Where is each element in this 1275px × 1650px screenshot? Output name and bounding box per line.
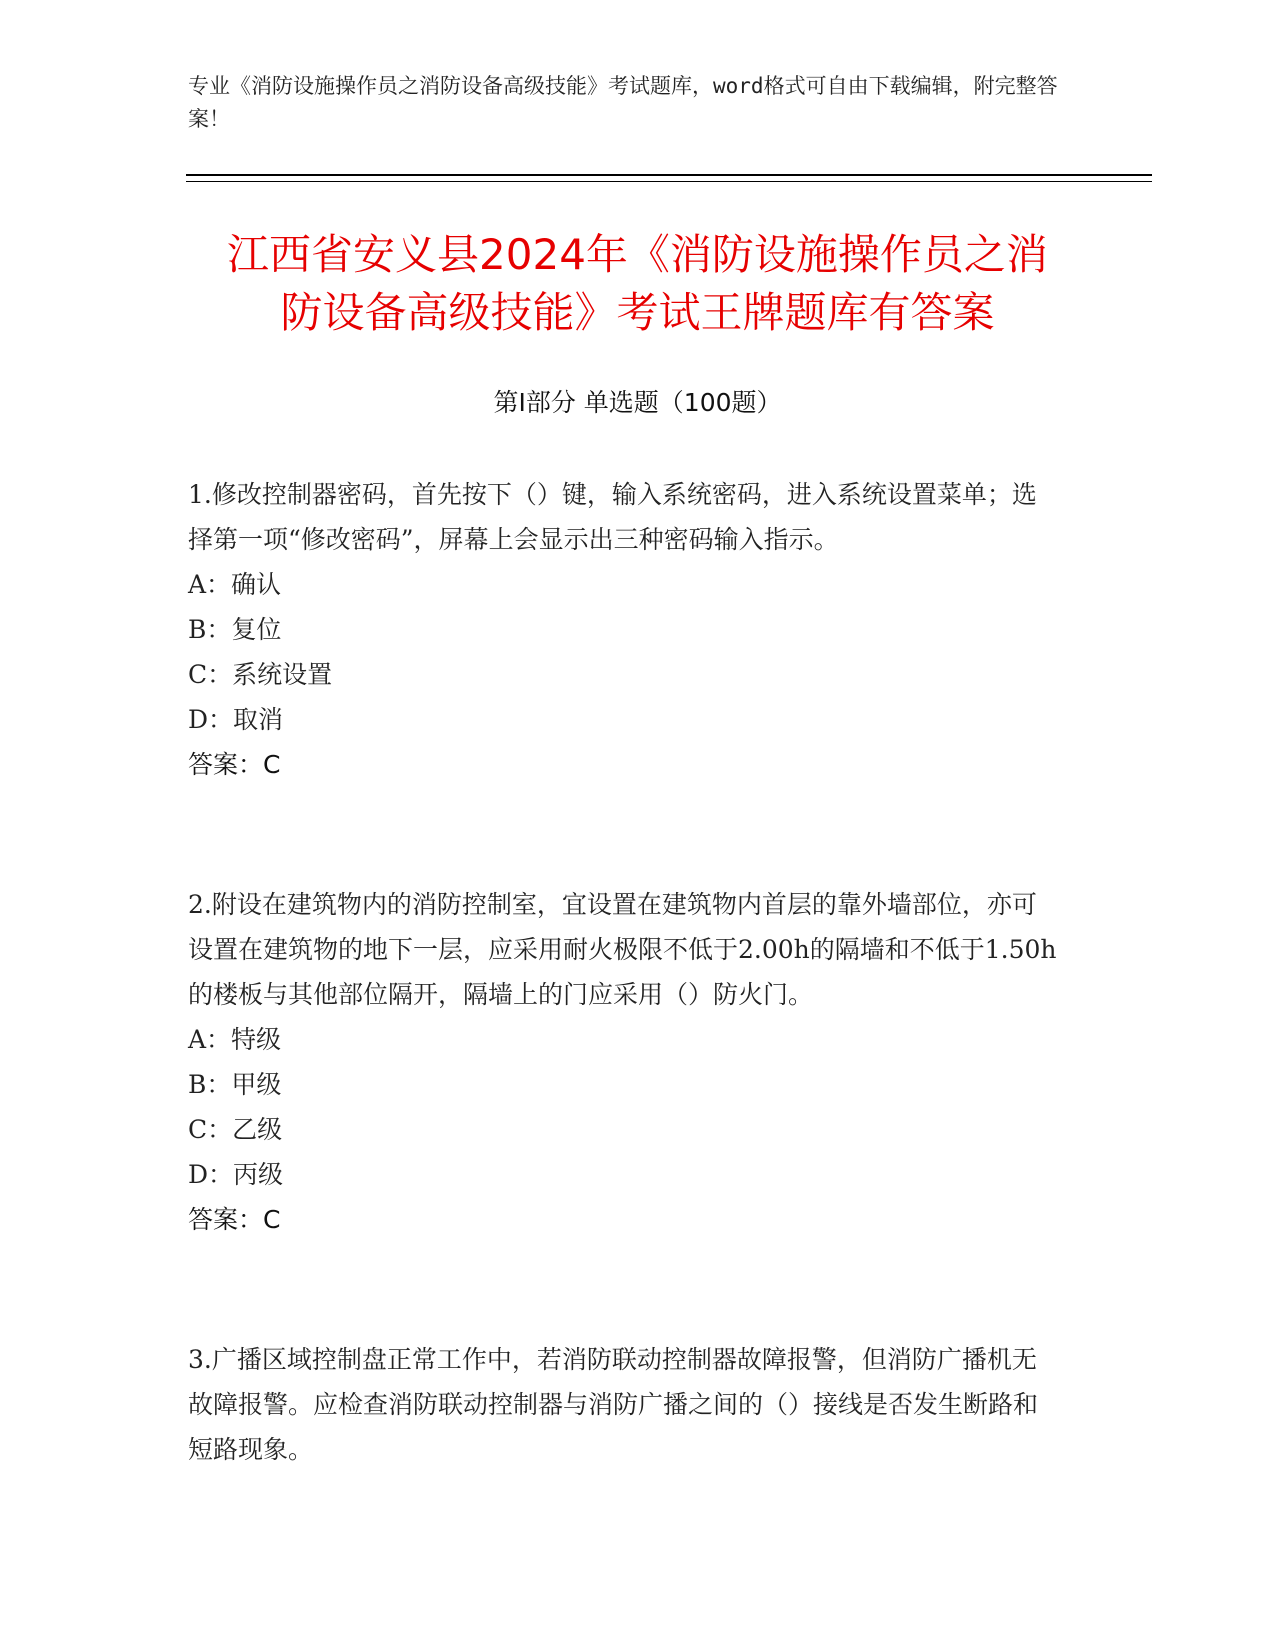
question-stem: 3.广播区域控制盘正常工作中，若消防联动控制器故障报警，但消防广播机无故障报警。应检查消防联动控制器与消防广播之间的（）接线是否发生断路和短路现象。 [188,1345,1039,1464]
option-d: D：取消 [188,705,284,734]
document-title-line-1: 江西省安义县2024年《消防设施操作员之消 [227,230,1048,279]
question-3 [188,1337,1058,1472]
header-divider-thick [186,174,1152,176]
question-stem: 2.附设在建筑物内的消防控制室，宜设置在建筑物内首层的靠外墙部位，亦可设置在建筑物的地下一层，应采用耐火极限不低于2.00h的隔墙和不低于1.50h的楼板与其他部位隔开，隔墙上的门应采用（）防火门。 [188,890,1057,1009]
question-stem: 1.修改控制器密码，首先按下（）键，输入系统密码，进入系统设置菜单；选择第一项“修改密码”，屏幕上会显示出三种密码输入指示。 [188,480,1037,554]
document-title [150,226,1125,342]
question-1 [188,472,1058,787]
section-title: 第Ⅰ部分 单选题（100题） [493,388,782,417]
option-a: A：确认 [188,570,282,599]
option-b: B：甲级 [188,1070,282,1099]
option-c: C：乙级 [188,1115,283,1144]
document-title-line-2: 防设备高级技能》考试王牌题库有答案 [280,288,995,337]
option-c: C：系统设置 [188,660,333,689]
answer: 答案：C [188,1205,281,1234]
question-2 [188,882,1058,1242]
answer: 答案：C [188,750,281,779]
option-a: A：特级 [188,1025,282,1054]
header-note: 专业《消防设施操作员之消防设备高级技能》考试题库，word格式可自由下载编辑，附完整答案！ [188,74,1058,131]
header-divider-thin [186,181,1152,182]
option-b: B：复位 [188,615,282,644]
option-d: D：丙级 [188,1160,284,1189]
